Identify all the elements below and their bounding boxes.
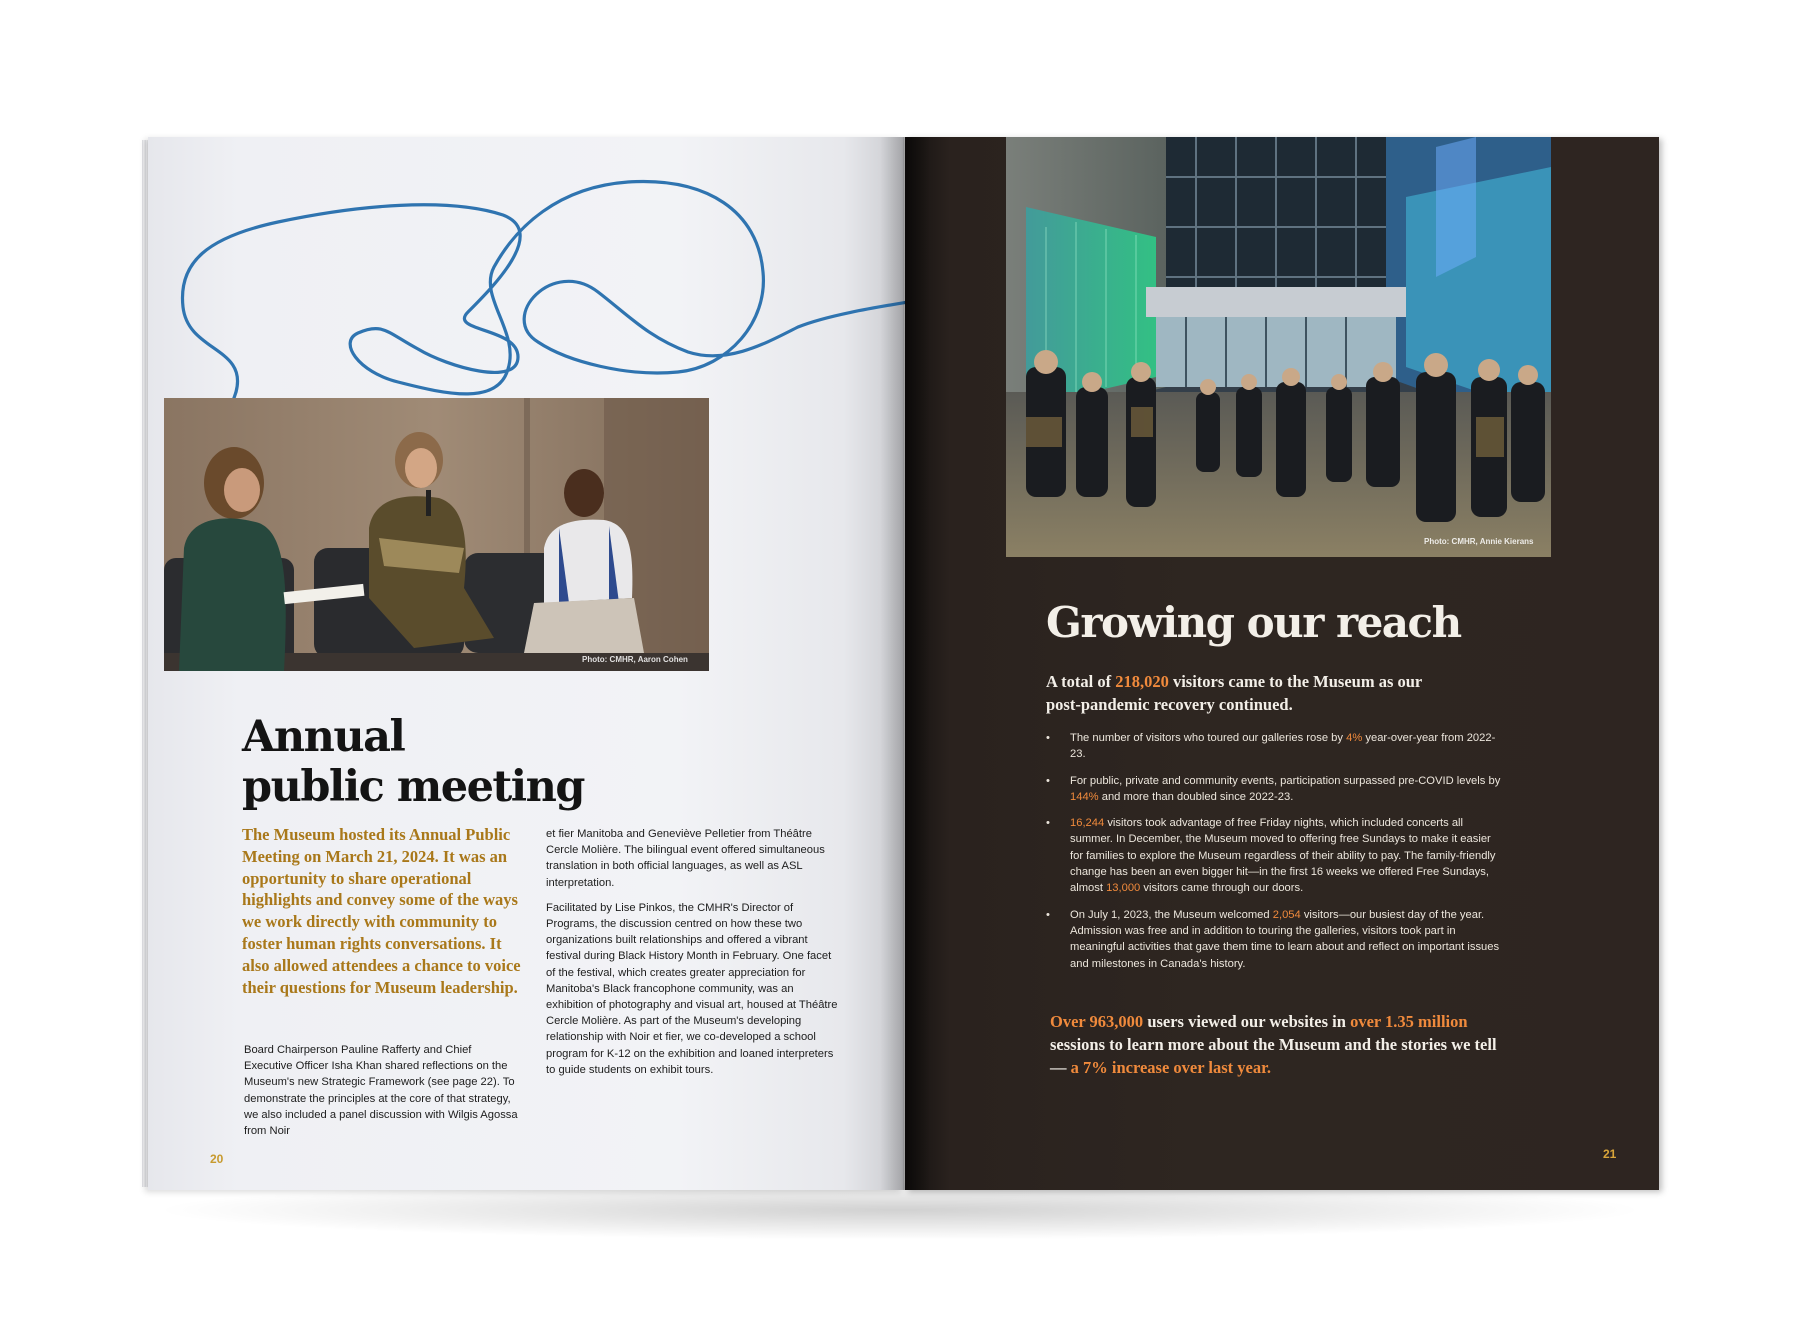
lead-paragraph-right (1046, 670, 1426, 716)
title-line-1: Annual (242, 712, 405, 762)
list-item (1046, 773, 1506, 806)
closing-text: users viewed our websites in (1143, 1012, 1351, 1031)
lead-text-suffix: visitors came to the Museum as our post-pandemic recovery continued. (1046, 672, 1422, 714)
bullet-marker: • (1046, 774, 1050, 787)
museum-entrance-illustration (1006, 137, 1551, 557)
page-title-annual-meeting (242, 712, 584, 812)
list-item (1046, 815, 1506, 896)
body-paragraph-3: Facilitated by Lise Pinkos, the CMHR's Director of Programs, the discussion centred on how these two organizations built relationships and offered a vibrant festival during Black History Month in February. One facet of the festival, which creates greater appreciation for Manitoba's Black francophone community, was an exhibition of photography and visual art, housed at Théâtre Cercle Molière. As part of the Museum's developing relationship with Noir et fier, we co-developed a school program for K-12 on the exhibition and loaned interpreters to guide students on exhibit tours. (546, 901, 838, 1076)
bullet-text: year-over-year from 2022-23. (1070, 732, 1496, 761)
bullet-marker: • (1046, 817, 1050, 830)
photo-credit-left: Photo: CMHR, Aaron Cohen (582, 655, 688, 664)
photo-credit-right: Photo: CMHR, Annie Kierans (1424, 537, 1534, 546)
body-column-right (546, 826, 838, 1078)
bullet-text: visitors took advantage of free Friday nights, which included concerts all summer. In December, the Museum moved to offering free Sundays to make it easier for families to explore the Museum regardless of their ability to pay. The family-friendly change has been an even bigger hit—in the first 16 weeks we offered Free Sundays, almost (1070, 817, 1496, 895)
website-increase-stat: a 7% increase over last year. (1070, 1058, 1272, 1077)
events-growth-stat: 144% (1070, 790, 1099, 803)
bullet-marker: • (1046, 732, 1050, 744)
body-paragraph-2: et fier Manitoba and Geneviève Pelletier from Théâtre Cercle Molière. The bilingual event offered simultaneous translation in both official languages, as well as ASL interpretation. (546, 828, 825, 889)
lead-text-prefix: A total of (1046, 672, 1116, 691)
sunday-visitors-stat: 13,000 (1106, 882, 1141, 895)
museum-night-photo (1006, 137, 1551, 557)
panel-discussion-photo (164, 398, 709, 671)
website-sessions-stat: over 1.35 million (1350, 1012, 1468, 1031)
closing-text: sessions to learn more about the Museum and the stories we tell — (1050, 1035, 1497, 1077)
body-paragraph-1: Board Chairperson Pauline Rafferty and Chief Executive Officer Isha Khan shared reflections on the Museum's new Strategic Framework (see page 22). To demonstrate the principles at the core of that strategy, we also included a panel discussion with Wilgis Agossa from Noir (244, 1044, 518, 1138)
stats-bullet-list (1046, 730, 1506, 982)
lead-paragraph-left: The Museum hosted its Annual Public Meeting on March 21, 2024. It was an opportunity to share operational highlights and convey some of the ways we work directly with community to foster human rights conversations. It also allowed attendees a chance to voice their questions for Museum leadership. (242, 825, 521, 997)
page-number-right: 21 (1603, 1147, 1617, 1161)
list-item (1046, 730, 1506, 763)
visitor-total-stat: 218,020 (1115, 672, 1169, 691)
bullet-text: The number of visitors who toured our galleries rose by (1070, 732, 1347, 744)
title-line-2: public meeting (242, 762, 584, 812)
page-number-left: 20 (210, 1152, 224, 1166)
panel-discussion-illustration (164, 398, 709, 671)
bullet-text: visitors came through our doors. (1140, 882, 1304, 895)
canada-day-visitors-stat: 2,054 (1272, 908, 1301, 921)
website-stats-paragraph (1050, 1010, 1510, 1079)
gallery-growth-stat: 4% (1346, 732, 1363, 744)
bullet-text: visitors—our busiest day of the year. Admission was free and in addition to touring the galleries, visitors took part in meaningful activities that gave them time to learn about and reflect on important issues and milestones in Canada's history. (1070, 908, 1500, 970)
bullet-text: On July 1, 2023, the Museum welcomed (1070, 908, 1273, 921)
bullet-marker: • (1046, 908, 1050, 921)
bullet-text: For public, private and community events, participation surpassed pre-COVID levels by (1070, 774, 1501, 787)
list-item (1046, 907, 1506, 972)
website-users-stat: Over 963,000 (1050, 1012, 1144, 1031)
friday-visitors-stat: 16,244 (1070, 817, 1105, 830)
page-title-growing-reach: Growing our reach (1046, 598, 1461, 647)
bullet-text: and more than doubled since 2022-23. (1098, 790, 1294, 803)
